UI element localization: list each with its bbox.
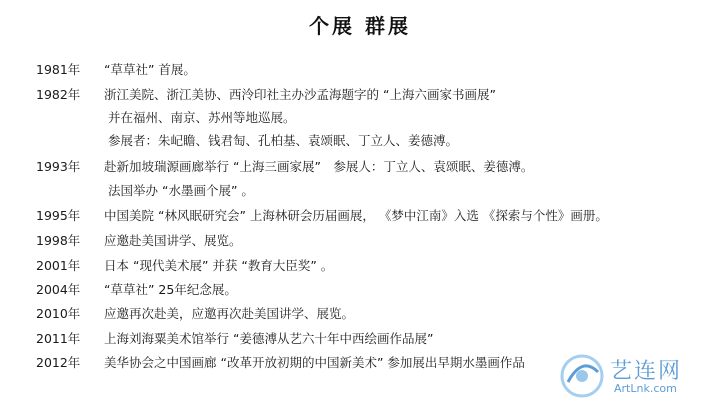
entry-year: 1982年 — [36, 87, 81, 102]
entry-text: “草草社” 25年纪念展。 — [104, 282, 237, 297]
page-title: 个展 群展 — [309, 14, 411, 38]
watermark-text: 艺连网 — [610, 359, 683, 384]
entry-text: 法国举办 “水墨画个展” 。 — [108, 183, 254, 198]
entry-text: 赴新加坡瑞源画廊举行 “上海三画家展” 参展人：丁立人、袁颂眠、姜德溥。 — [104, 159, 534, 174]
entry-year: 1998年 — [36, 233, 81, 248]
entry-text: 日本 “现代美术展” 并获 “教育大臣奖” 。 — [104, 258, 334, 273]
entry-text: 中国美院 “林风眠研究会” 上海林研会历届画展， 《梦中江南》入选 《探索与个性》画册。 — [104, 208, 608, 223]
watermark-logo — [558, 352, 708, 400]
entry-year: 2012年 — [36, 355, 81, 370]
entry-year: 1995年 — [36, 208, 81, 223]
entry-text: 应邀赴美国讲学、展览。 — [104, 233, 242, 248]
entry-year: 2010年 — [36, 306, 81, 321]
entry-year: 1993年 — [36, 159, 81, 174]
entry-year: 2001年 — [36, 258, 81, 273]
entry-text: “草草社” 首展。 — [104, 62, 196, 77]
entry-text: 参展者：朱屺瞻、钱君匋、孔柏基、袁颂眠、丁立人、姜德溥。 — [108, 133, 459, 148]
entry-text: 浙江美院、浙江美协、西泠印社主办沙孟海题字的 “上海六画家书画展” — [104, 87, 496, 102]
artlnk-logo-icon — [558, 352, 608, 400]
watermark-url: ArtLnk.com — [614, 382, 677, 395]
entry-text: 应邀再次赴美，应邀再次赴美国讲学、展览。 — [104, 306, 355, 321]
entry-text: 并在福州、南京、苏州等地巡展。 — [108, 110, 296, 125]
entry-text: 美华协会之中国画廊 “改革开放初期的中国新美术” 参加展出早期水墨画作品 — [104, 355, 525, 370]
entry-text: 上海刘海粟美术馆举行 “姜德溥从艺六十年中西绘画作品展” — [104, 331, 434, 346]
entry-year: 2004年 — [36, 282, 81, 297]
entry-year: 2011年 — [36, 331, 81, 346]
entry-year: 1981年 — [36, 62, 81, 77]
